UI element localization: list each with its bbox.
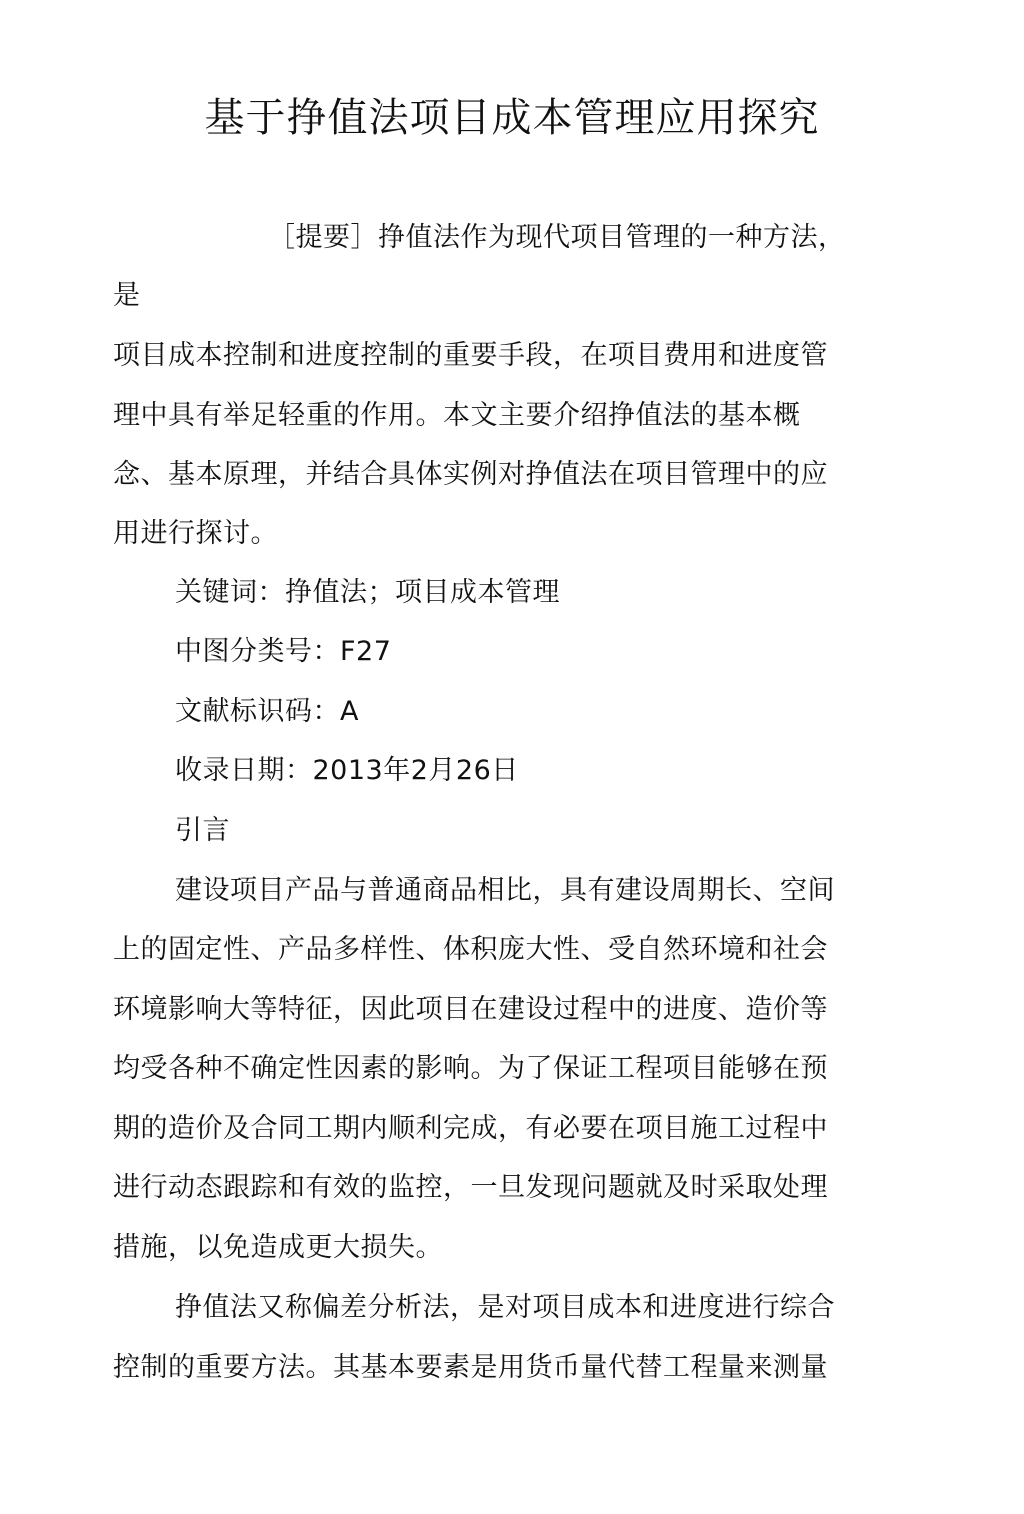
received-date-line: 收录日期：2013年2月26日: [175, 755, 519, 786]
paragraph-line: 期的造价及合同工期内顺利完成，有必要在项目施工过程中: [113, 1113, 828, 1144]
paragraph-line: 环境影响大等特征，因此项目在建设过程中的进度、造价等: [113, 994, 828, 1025]
paragraph-line: 措施，以免造成更大损失。: [113, 1232, 443, 1263]
abstract-line: 理中具有举足轻重的作用。本文主要介绍挣值法的基本概: [113, 400, 801, 431]
paragraph-line: 建设项目产品与普通商品相比，具有建设周期长、空间: [175, 875, 835, 906]
clc-number-line: 中图分类号：F27: [175, 636, 392, 667]
document-title: 基于挣值法项目成本管理应用探究: [204, 95, 820, 141]
paragraph-line: 上的固定性、产品多样性、体积庞大性、受自然环境和社会: [113, 934, 828, 965]
abstract-line: ［提要］挣值法作为现代项目管理的一种方法，: [268, 222, 846, 253]
abstract-line: 项目成本控制和进度控制的重要手段，在项目费用和进度管: [113, 340, 828, 371]
abstract-line: 是: [113, 280, 141, 311]
keywords-line: 关键词：挣值法；项目成本管理: [175, 577, 560, 608]
intro-heading: 引言: [175, 815, 230, 846]
abstract-line: 念、基本原理，并结合具体实例对挣值法在项目管理中的应: [113, 459, 828, 490]
paragraph-line: 均受各种不确定性因素的影响。为了保证工程项目能够在预: [113, 1053, 828, 1084]
paragraph-line: 挣值法又称偏差分析法，是对项目成本和进度进行综合: [175, 1292, 835, 1323]
paragraph-line: 控制的重要方法。其基本要素是用货币量代替工程量来测量: [113, 1352, 828, 1383]
abstract-line: 用进行探讨。: [113, 518, 278, 549]
paragraph-line: 进行动态跟踪和有效的监控，一旦发现问题就及时采取处理: [113, 1172, 828, 1203]
document-code-line: 文献标识码：A: [175, 696, 359, 727]
